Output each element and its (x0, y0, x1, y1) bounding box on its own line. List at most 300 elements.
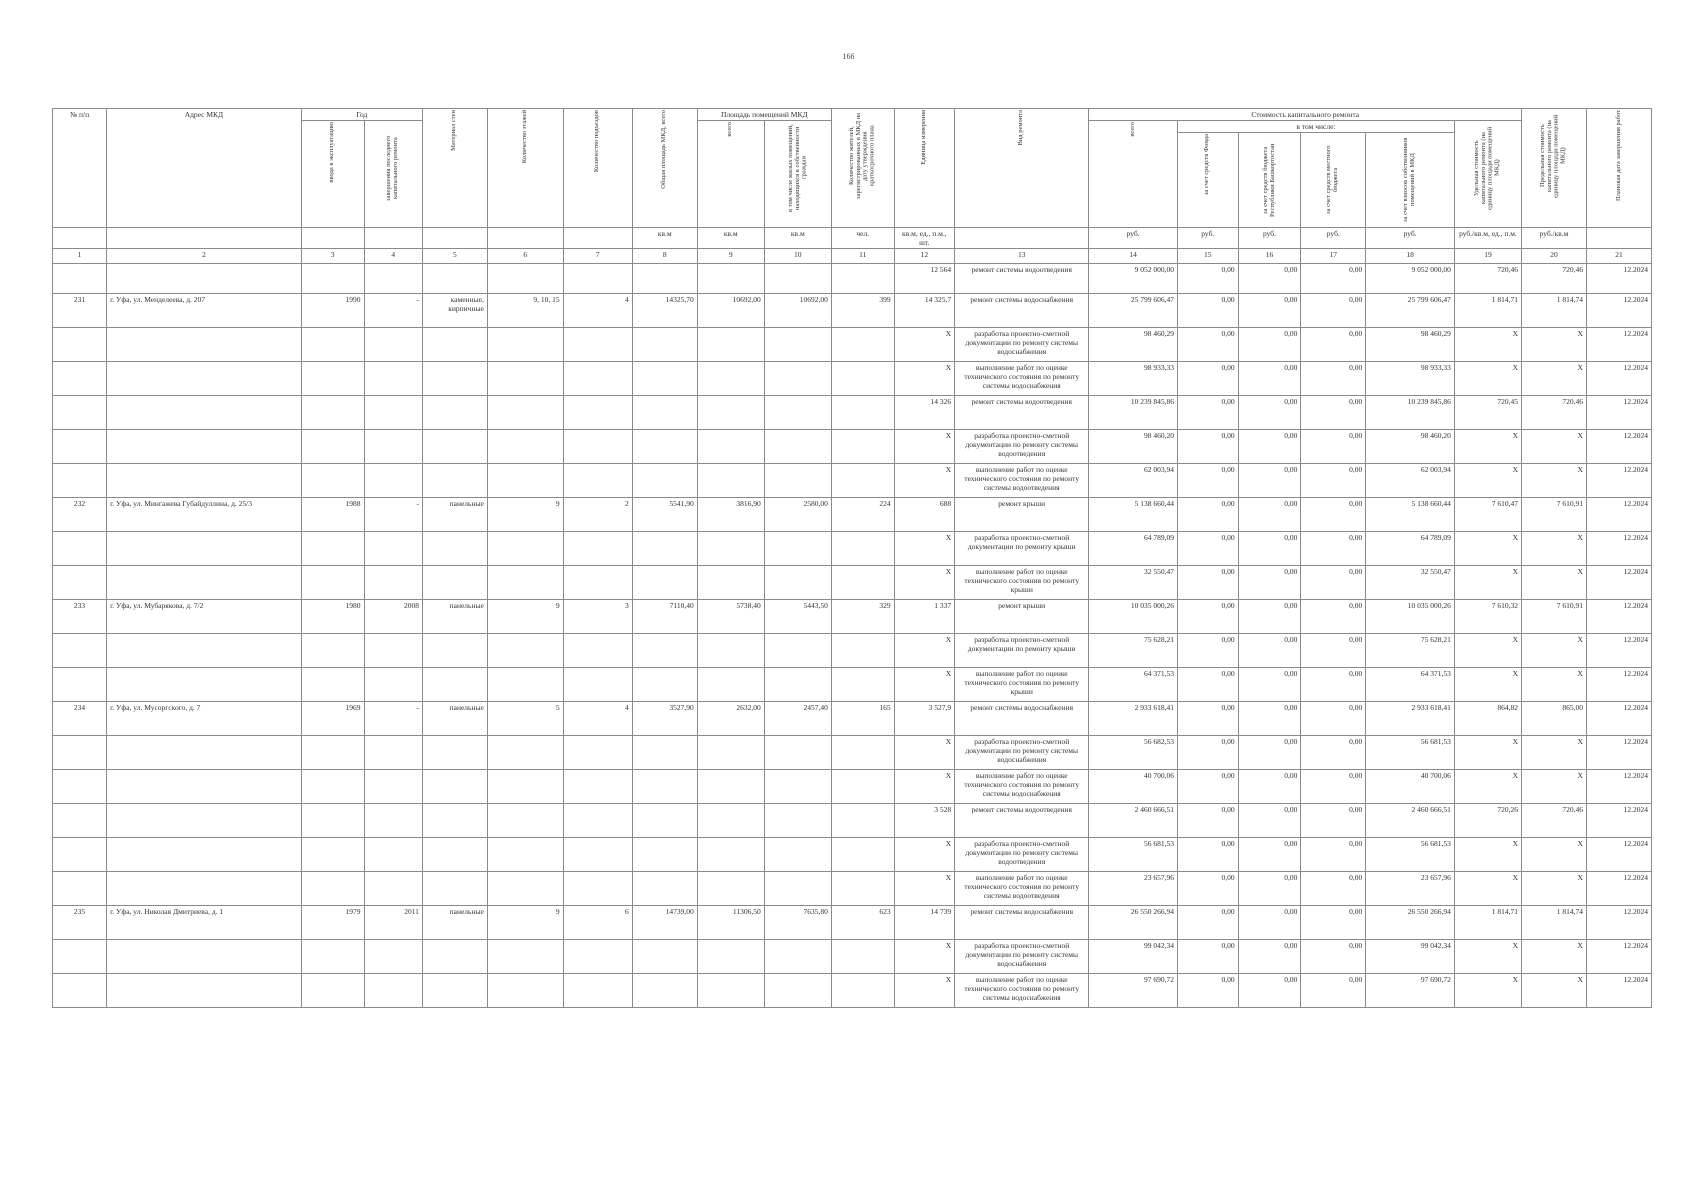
year-repair-cell (364, 566, 422, 600)
cost-local-cell: 0,00 (1301, 600, 1366, 634)
premises-private-cell (764, 264, 831, 294)
year-commission-cell (301, 396, 364, 430)
address-cell (107, 566, 302, 600)
total-area-cell: 7110,40 (632, 600, 697, 634)
limit-cost-cell: X (1522, 974, 1587, 1008)
floors-cell (487, 328, 563, 362)
year-repair-cell (364, 328, 422, 362)
row-number (53, 328, 107, 362)
total-area-cell: 5541,90 (632, 498, 697, 532)
specific-cost-cell: X (1454, 668, 1521, 702)
work-type-cell: выполнение работ по оценке технического состояния по ремонту крыши (955, 668, 1089, 702)
address-cell (107, 668, 302, 702)
cost-fund-cell: 0,00 (1178, 872, 1239, 906)
address-cell (107, 396, 302, 430)
deadline-cell: 12.2024 (1586, 906, 1651, 940)
deadline-cell: 12.2024 (1586, 634, 1651, 668)
unit-qty-cell: 12 564 (894, 264, 955, 294)
wall-material-cell (422, 264, 487, 294)
total-area-cell (632, 464, 697, 498)
premises-private-cell (764, 362, 831, 396)
year-commission-cell (301, 804, 364, 838)
premises-private-cell: 7635,80 (764, 906, 831, 940)
cost-fund-cell: 0,00 (1178, 532, 1239, 566)
header-fund: за счет средств Фонда (1178, 133, 1239, 228)
entrances-cell (563, 770, 632, 804)
header-cost-total: всего (1089, 121, 1178, 228)
cost-fund-cell: 0,00 (1178, 328, 1239, 362)
work-type-cell: ремонт крыши (955, 498, 1089, 532)
premises-total-cell (697, 770, 764, 804)
unit-qty-cell: 14 325,7 (894, 294, 955, 328)
year-repair-cell (364, 362, 422, 396)
deadline-cell: 12.2024 (1586, 498, 1651, 532)
header-year-commission: ввода в эксплуатацию (301, 121, 364, 228)
column-number: 11 (831, 249, 894, 264)
row-number (53, 974, 107, 1008)
total-area-cell (632, 362, 697, 396)
table-row (53, 940, 1652, 974)
premises-total-cell (697, 566, 764, 600)
residents-cell: 329 (831, 600, 894, 634)
residents-cell: 623 (831, 906, 894, 940)
row-number: 233 (53, 600, 107, 634)
cost-total-cell: 10 035 000,26 (1089, 600, 1178, 634)
deadline-cell: 12.2024 (1586, 430, 1651, 464)
specific-cost-cell: 864,82 (1454, 702, 1521, 736)
entrances-cell: 2 (563, 498, 632, 532)
header-unit: Единица измерения (894, 109, 955, 228)
cost-total-cell: 98 460,20 (1089, 430, 1178, 464)
table-row (53, 396, 1652, 430)
deadline-cell: 12.2024 (1586, 770, 1651, 804)
premises-total-cell (697, 464, 764, 498)
deadline-cell: 12.2024 (1586, 328, 1651, 362)
work-type-cell: разработка проектно-сметной документации по ремонту системы водоснабжения (955, 736, 1089, 770)
column-number: 12 (894, 249, 955, 264)
year-repair-cell (364, 974, 422, 1008)
cost-fund-cell: 0,00 (1178, 498, 1239, 532)
residents-cell (831, 264, 894, 294)
work-type-cell: выполнение работ по оценке технического состояния по ремонту системы водоснабжения (955, 362, 1089, 396)
specific-cost-cell: X (1454, 940, 1521, 974)
unit-qty-cell: X (894, 566, 955, 600)
column-number: 21 (1586, 249, 1651, 264)
year-commission-cell: 1988 (301, 498, 364, 532)
cost-owners-cell: 75 628,21 (1366, 634, 1455, 668)
unit-label: руб. (1089, 228, 1178, 249)
limit-cost-cell: 7 610,91 (1522, 600, 1587, 634)
floors-cell: 9, 10, 15 (487, 294, 563, 328)
header-owners: за счет взносов собственников помещений в МКД (1366, 133, 1455, 228)
floors-cell (487, 566, 563, 600)
cost-local-cell: 0,00 (1301, 736, 1366, 770)
cost-total-cell: 56 682,53 (1089, 736, 1178, 770)
work-type-cell: разработка проектно-сметной документации по ремонту системы водоотведения (955, 430, 1089, 464)
deadline-cell: 12.2024 (1586, 464, 1651, 498)
header-wall-material: Материал стен (422, 109, 487, 228)
unit-label: кв.м (697, 228, 764, 249)
cost-local-cell: 0,00 (1301, 872, 1366, 906)
address-cell: г. Уфа, ул. Мингажева Губайдуллина, д. 25/3 (107, 498, 302, 532)
entrances-cell (563, 736, 632, 770)
year-repair-cell: - (364, 294, 422, 328)
limit-cost-cell: X (1522, 838, 1587, 872)
entrances-cell: 6 (563, 906, 632, 940)
limit-cost-cell: X (1522, 464, 1587, 498)
cost-fund-cell: 0,00 (1178, 294, 1239, 328)
deadline-cell: 12.2024 (1586, 702, 1651, 736)
total-area-cell (632, 668, 697, 702)
entrances-cell (563, 566, 632, 600)
deadline-cell: 12.2024 (1586, 940, 1651, 974)
table-row (53, 736, 1652, 770)
header-address: Адрес МКД (107, 109, 302, 228)
entrances-cell (563, 940, 632, 974)
cost-total-cell: 9 052 000,00 (1089, 264, 1178, 294)
address-cell (107, 974, 302, 1008)
premises-total-cell (697, 430, 764, 464)
cost-owners-cell: 99 042,34 (1366, 940, 1455, 974)
premises-private-cell (764, 872, 831, 906)
table-row (53, 702, 1652, 736)
entrances-cell (563, 872, 632, 906)
wall-material-cell (422, 940, 487, 974)
header-year-last-repair: завершения последнего капитального ремонта (364, 121, 422, 228)
floors-cell: 5 (487, 702, 563, 736)
cost-total-cell: 23 657,96 (1089, 872, 1178, 906)
year-commission-cell (301, 430, 364, 464)
column-number: 9 (697, 249, 764, 264)
deadline-cell: 12.2024 (1586, 974, 1651, 1008)
premises-total-cell: 3816,90 (697, 498, 764, 532)
entrances-cell (563, 634, 632, 668)
unit-qty-cell: X (894, 872, 955, 906)
floors-cell (487, 362, 563, 396)
row-number: 235 (53, 906, 107, 940)
premises-private-cell (764, 838, 831, 872)
floors-cell: 9 (487, 600, 563, 634)
total-area-cell (632, 736, 697, 770)
cost-owners-cell: 10 035 000,26 (1366, 600, 1455, 634)
specific-cost-cell: 7 610,32 (1454, 600, 1521, 634)
table-row (53, 974, 1652, 1008)
specific-cost-cell: 1 814,71 (1454, 294, 1521, 328)
premises-total-cell: 10692,00 (697, 294, 764, 328)
cost-total-cell: 75 628,21 (1089, 634, 1178, 668)
floors-cell (487, 736, 563, 770)
address-cell (107, 634, 302, 668)
header-local: за счет средств местного бюджета (1301, 133, 1366, 228)
year-commission-cell (301, 566, 364, 600)
address-cell (107, 838, 302, 872)
premises-private-cell (764, 634, 831, 668)
residents-cell (831, 804, 894, 838)
year-commission-cell (301, 464, 364, 498)
cost-local-cell: 0,00 (1301, 294, 1366, 328)
total-area-cell (632, 974, 697, 1008)
wall-material-cell: панельные (422, 600, 487, 634)
premises-total-cell (697, 736, 764, 770)
unit-qty-cell: X (894, 974, 955, 1008)
wall-material-cell (422, 634, 487, 668)
entrances-cell (563, 362, 632, 396)
wall-material-cell (422, 770, 487, 804)
premises-total-cell (697, 362, 764, 396)
premises-total-cell (697, 668, 764, 702)
wall-material-cell (422, 736, 487, 770)
specific-cost-cell: X (1454, 838, 1521, 872)
entrances-cell (563, 396, 632, 430)
premises-private-cell (764, 566, 831, 600)
repair-plan-table (52, 108, 1652, 1008)
cost-republic-cell: 0,00 (1238, 498, 1301, 532)
limit-cost-cell: 1 814,74 (1522, 294, 1587, 328)
column-number: 17 (1301, 249, 1366, 264)
year-repair-cell (364, 804, 422, 838)
deadline-cell: 12.2024 (1586, 600, 1651, 634)
cost-fund-cell: 0,00 (1178, 464, 1239, 498)
residents-cell (831, 328, 894, 362)
total-area-cell: 3527,90 (632, 702, 697, 736)
deadline-cell: 12.2024 (1586, 804, 1651, 838)
specific-cost-cell: 7 610,47 (1454, 498, 1521, 532)
year-repair-cell: - (364, 498, 422, 532)
limit-cost-cell: X (1522, 634, 1587, 668)
residents-cell (831, 464, 894, 498)
premises-private-cell: 5443,50 (764, 600, 831, 634)
unit-label: кв.м, ед., п.м., шт. (894, 228, 955, 249)
cost-fund-cell: 0,00 (1178, 668, 1239, 702)
deadline-cell: 12.2024 (1586, 532, 1651, 566)
cost-total-cell: 62 003,94 (1089, 464, 1178, 498)
cost-fund-cell: 0,00 (1178, 736, 1239, 770)
limit-cost-cell: X (1522, 736, 1587, 770)
header-num: № п/п (53, 109, 107, 228)
table-row (53, 532, 1652, 566)
cost-total-cell: 97 690,72 (1089, 974, 1178, 1008)
unit-qty-cell: X (894, 362, 955, 396)
cost-owners-cell: 26 550 266,94 (1366, 906, 1455, 940)
cost-local-cell: 0,00 (1301, 328, 1366, 362)
unit-qty-cell: 3 528 (894, 804, 955, 838)
unit-label: кв.м (632, 228, 697, 249)
premises-private-cell (764, 804, 831, 838)
table-row (53, 498, 1652, 532)
cost-republic-cell: 0,00 (1238, 600, 1301, 634)
cost-fund-cell: 0,00 (1178, 906, 1239, 940)
cost-fund-cell: 0,00 (1178, 838, 1239, 872)
cost-local-cell: 0,00 (1301, 940, 1366, 974)
cost-republic-cell: 0,00 (1238, 940, 1301, 974)
work-type-cell: ремонт системы водоотведения (955, 396, 1089, 430)
table-row (53, 464, 1652, 498)
cost-owners-cell: 40 700,06 (1366, 770, 1455, 804)
cost-republic-cell: 0,00 (1238, 430, 1301, 464)
year-repair-cell: 2008 (364, 600, 422, 634)
cost-fund-cell: 0,00 (1178, 702, 1239, 736)
header-cost-group: Стоимость капитального ремонта (1089, 109, 1522, 121)
row-number (53, 464, 107, 498)
cost-owners-cell: 98 460,29 (1366, 328, 1455, 362)
table-row (53, 770, 1652, 804)
deadline-cell: 12.2024 (1586, 736, 1651, 770)
page-number: 166 (842, 52, 855, 61)
cost-total-cell: 64 371,53 (1089, 668, 1178, 702)
cost-owners-cell: 25 799 606,47 (1366, 294, 1455, 328)
address-cell (107, 430, 302, 464)
address-cell (107, 362, 302, 396)
specific-cost-cell: X (1454, 464, 1521, 498)
wall-material-cell (422, 396, 487, 430)
cost-fund-cell: 0,00 (1178, 804, 1239, 838)
year-commission-cell (301, 770, 364, 804)
header-residents: Количество жителей, зарегистрированных в МКД на дату утверждения краткосрочного плана (831, 109, 894, 228)
total-area-cell: 14739,00 (632, 906, 697, 940)
deadline-cell: 12.2024 (1586, 396, 1651, 430)
cost-republic-cell: 0,00 (1238, 362, 1301, 396)
year-repair-cell: 2011 (364, 906, 422, 940)
limit-cost-cell: 720,46 (1522, 804, 1587, 838)
total-area-cell (632, 328, 697, 362)
cost-local-cell: 0,00 (1301, 634, 1366, 668)
cost-local-cell: 0,00 (1301, 532, 1366, 566)
total-area-cell (632, 532, 697, 566)
cost-owners-cell: 98 460,20 (1366, 430, 1455, 464)
year-repair-cell (364, 940, 422, 974)
wall-material-cell (422, 974, 487, 1008)
floors-cell (487, 872, 563, 906)
cost-total-cell: 98 460,29 (1089, 328, 1178, 362)
cost-owners-cell: 56 681,53 (1366, 736, 1455, 770)
total-area-cell (632, 940, 697, 974)
entrances-cell: 3 (563, 600, 632, 634)
total-area-cell (632, 566, 697, 600)
wall-material-cell: панельные (422, 906, 487, 940)
year-commission-cell: 1969 (301, 702, 364, 736)
premises-total-cell (697, 328, 764, 362)
residents-cell (831, 634, 894, 668)
residents-cell (831, 872, 894, 906)
unit-label: руб./кв.м (1522, 228, 1587, 249)
specific-cost-cell: 720,26 (1454, 804, 1521, 838)
table-row (53, 872, 1652, 906)
row-number (53, 362, 107, 396)
year-repair-cell (364, 872, 422, 906)
cost-owners-cell: 10 239 845,86 (1366, 396, 1455, 430)
year-repair-cell (364, 532, 422, 566)
row-number (53, 264, 107, 294)
cost-local-cell: 0,00 (1301, 430, 1366, 464)
cost-local-cell: 0,00 (1301, 838, 1366, 872)
cost-republic-cell: 0,00 (1238, 702, 1301, 736)
cost-republic-cell: 0,00 (1238, 264, 1301, 294)
premises-private-cell: 2457,40 (764, 702, 831, 736)
year-repair-cell (364, 464, 422, 498)
limit-cost-cell: X (1522, 532, 1587, 566)
limit-cost-cell: X (1522, 566, 1587, 600)
column-number: 15 (1178, 249, 1239, 264)
row-number (53, 566, 107, 600)
wall-material-cell (422, 872, 487, 906)
year-commission-cell (301, 872, 364, 906)
cost-local-cell: 0,00 (1301, 362, 1366, 396)
limit-cost-cell: 1 814,74 (1522, 906, 1587, 940)
cost-local-cell: 0,00 (1301, 464, 1366, 498)
column-number: 5 (422, 249, 487, 264)
unit-qty-cell: X (894, 532, 955, 566)
limit-cost-cell: X (1522, 362, 1587, 396)
year-commission-cell (301, 736, 364, 770)
address-cell: г. Уфа, ул. Николая Дмитриева, д. 1 (107, 906, 302, 940)
premises-total-cell: 2632,00 (697, 702, 764, 736)
column-number: 7 (563, 249, 632, 264)
year-commission-cell (301, 974, 364, 1008)
premises-private-cell: 10692,00 (764, 294, 831, 328)
address-cell (107, 736, 302, 770)
residents-cell: 224 (831, 498, 894, 532)
residents-cell (831, 430, 894, 464)
specific-cost-cell: X (1454, 532, 1521, 566)
premises-total-cell (697, 838, 764, 872)
cost-local-cell: 0,00 (1301, 668, 1366, 702)
wall-material-cell (422, 430, 487, 464)
row-number (53, 396, 107, 430)
cost-owners-cell: 98 933,33 (1366, 362, 1455, 396)
cost-republic-cell: 0,00 (1238, 634, 1301, 668)
entrances-cell (563, 974, 632, 1008)
row-number (53, 634, 107, 668)
header-premises-total: всего (697, 121, 764, 228)
residents-cell (831, 532, 894, 566)
specific-cost-cell: 1 814,71 (1454, 906, 1521, 940)
specific-cost-cell: X (1454, 566, 1521, 600)
premises-private-cell (764, 328, 831, 362)
cost-local-cell: 0,00 (1301, 804, 1366, 838)
cost-owners-cell: 64 371,53 (1366, 668, 1455, 702)
deadline-cell: 12.2024 (1586, 294, 1651, 328)
column-number: 3 (301, 249, 364, 264)
cost-republic-cell: 0,00 (1238, 804, 1301, 838)
row-number: 231 (53, 294, 107, 328)
wall-material-cell (422, 838, 487, 872)
address-cell: г. Уфа, ул. Мубарякова, д. 7/2 (107, 600, 302, 634)
entrances-cell (563, 328, 632, 362)
column-number: 18 (1366, 249, 1455, 264)
unit-qty-cell: X (894, 940, 955, 974)
unit-label: руб. (1238, 228, 1301, 249)
limit-cost-cell: X (1522, 940, 1587, 974)
address-cell: г. Уфа, ул. Мусоргского, д. 7 (107, 702, 302, 736)
wall-material-cell: панельные (422, 498, 487, 532)
unit-qty-cell: 14 739 (894, 906, 955, 940)
cost-owners-cell: 56 681,53 (1366, 838, 1455, 872)
premises-private-cell (764, 974, 831, 1008)
year-repair-cell: - (364, 702, 422, 736)
column-number: 14 (1089, 249, 1178, 264)
premises-total-cell (697, 940, 764, 974)
floors-cell: 9 (487, 498, 563, 532)
header-total-area: Общая площадь МКД, всего (632, 109, 697, 228)
year-repair-cell (364, 668, 422, 702)
premises-total-cell (697, 396, 764, 430)
floors-cell: 9 (487, 906, 563, 940)
table-row (53, 838, 1652, 872)
row-number (53, 736, 107, 770)
work-type-cell: ремонт системы водоснабжения (955, 906, 1089, 940)
total-area-cell (632, 396, 697, 430)
unit-qty-cell: X (894, 838, 955, 872)
